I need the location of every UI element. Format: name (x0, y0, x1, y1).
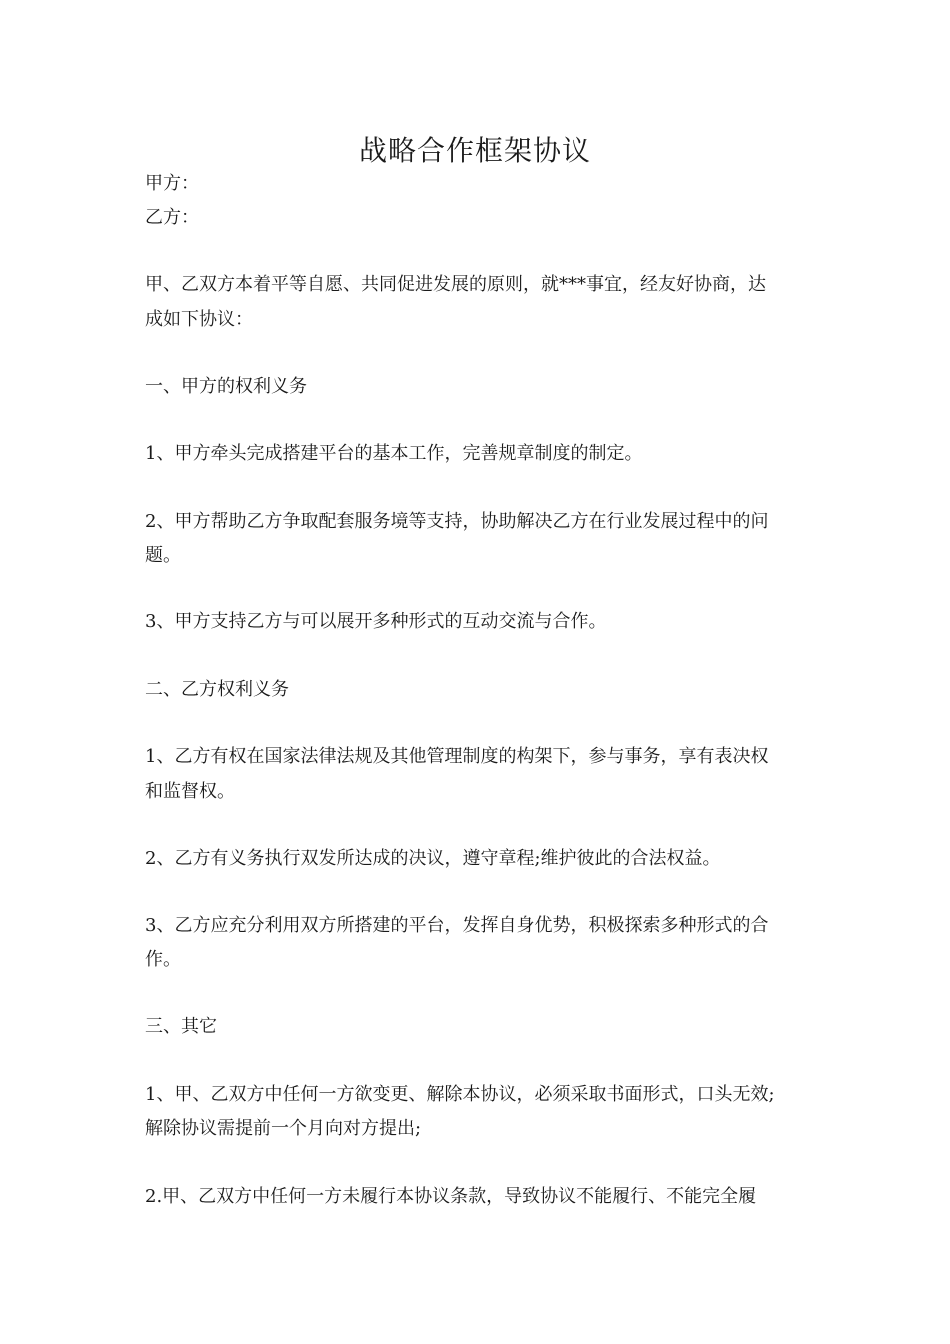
document-title: 战略合作框架协议 (358, 134, 591, 167)
section-3-item-1-line-1: 1、甲、乙双方中任何一方欲变更、解除本协议，必须采取书面形式，口头无效; (145, 1084, 775, 1105)
section-2-item-3-line-2: 作。 (145, 949, 181, 970)
intro-line-2: 成如下协议： (145, 309, 253, 330)
section-2-item-1-line-2: 和监督权。 (145, 781, 235, 802)
section-2-heading: 二、乙方权利义务 (145, 679, 289, 700)
section-2-item-1-line-1: 1、乙方有权在国家法律法规及其他管理制度的构架下，参与事务，享有表决权 (145, 746, 769, 767)
section-3-item-2-line-1: 2.甲、乙双方中任何一方未履行本协议条款，导致协议不能履行、不能完全履 (145, 1186, 757, 1207)
section-1-item-2-line-1: 2、甲方帮助乙方争取配套服务境等支持，协助解决乙方在行业发展过程中的问 (145, 511, 769, 532)
party-a-label: 甲方： (145, 173, 199, 194)
section-3-item-1-line-2: 解除协议需提前一个月向对方提出; (145, 1118, 422, 1139)
section-1-item-3: 3、甲方支持乙方与可以展开多种形式的互动交流与合作。 (145, 611, 607, 632)
section-2-item-2: 2、乙方有义务执行双发所达成的决议，遵守章程;维护彼此的合法权益。 (145, 848, 721, 869)
section-1-heading: 一、甲方的权利义务 (145, 376, 307, 397)
party-b-label: 乙方： (145, 207, 199, 228)
section-2-item-3-line-1: 3、乙方应充分利用双方所搭建的平台，发挥自身优势，积极探索多种形式的合 (145, 915, 769, 936)
section-1-item-1: 1、甲方牵头完成搭建平台的基本工作，完善规章制度的制定。 (145, 443, 643, 464)
section-1-item-2-line-2: 题。 (145, 545, 181, 566)
section-3-heading: 三、其它 (145, 1016, 217, 1037)
intro-line-1: 甲、乙双方本着平等自愿、共同促进发展的原则，就***事宜，经友好协商，达 (145, 274, 766, 295)
